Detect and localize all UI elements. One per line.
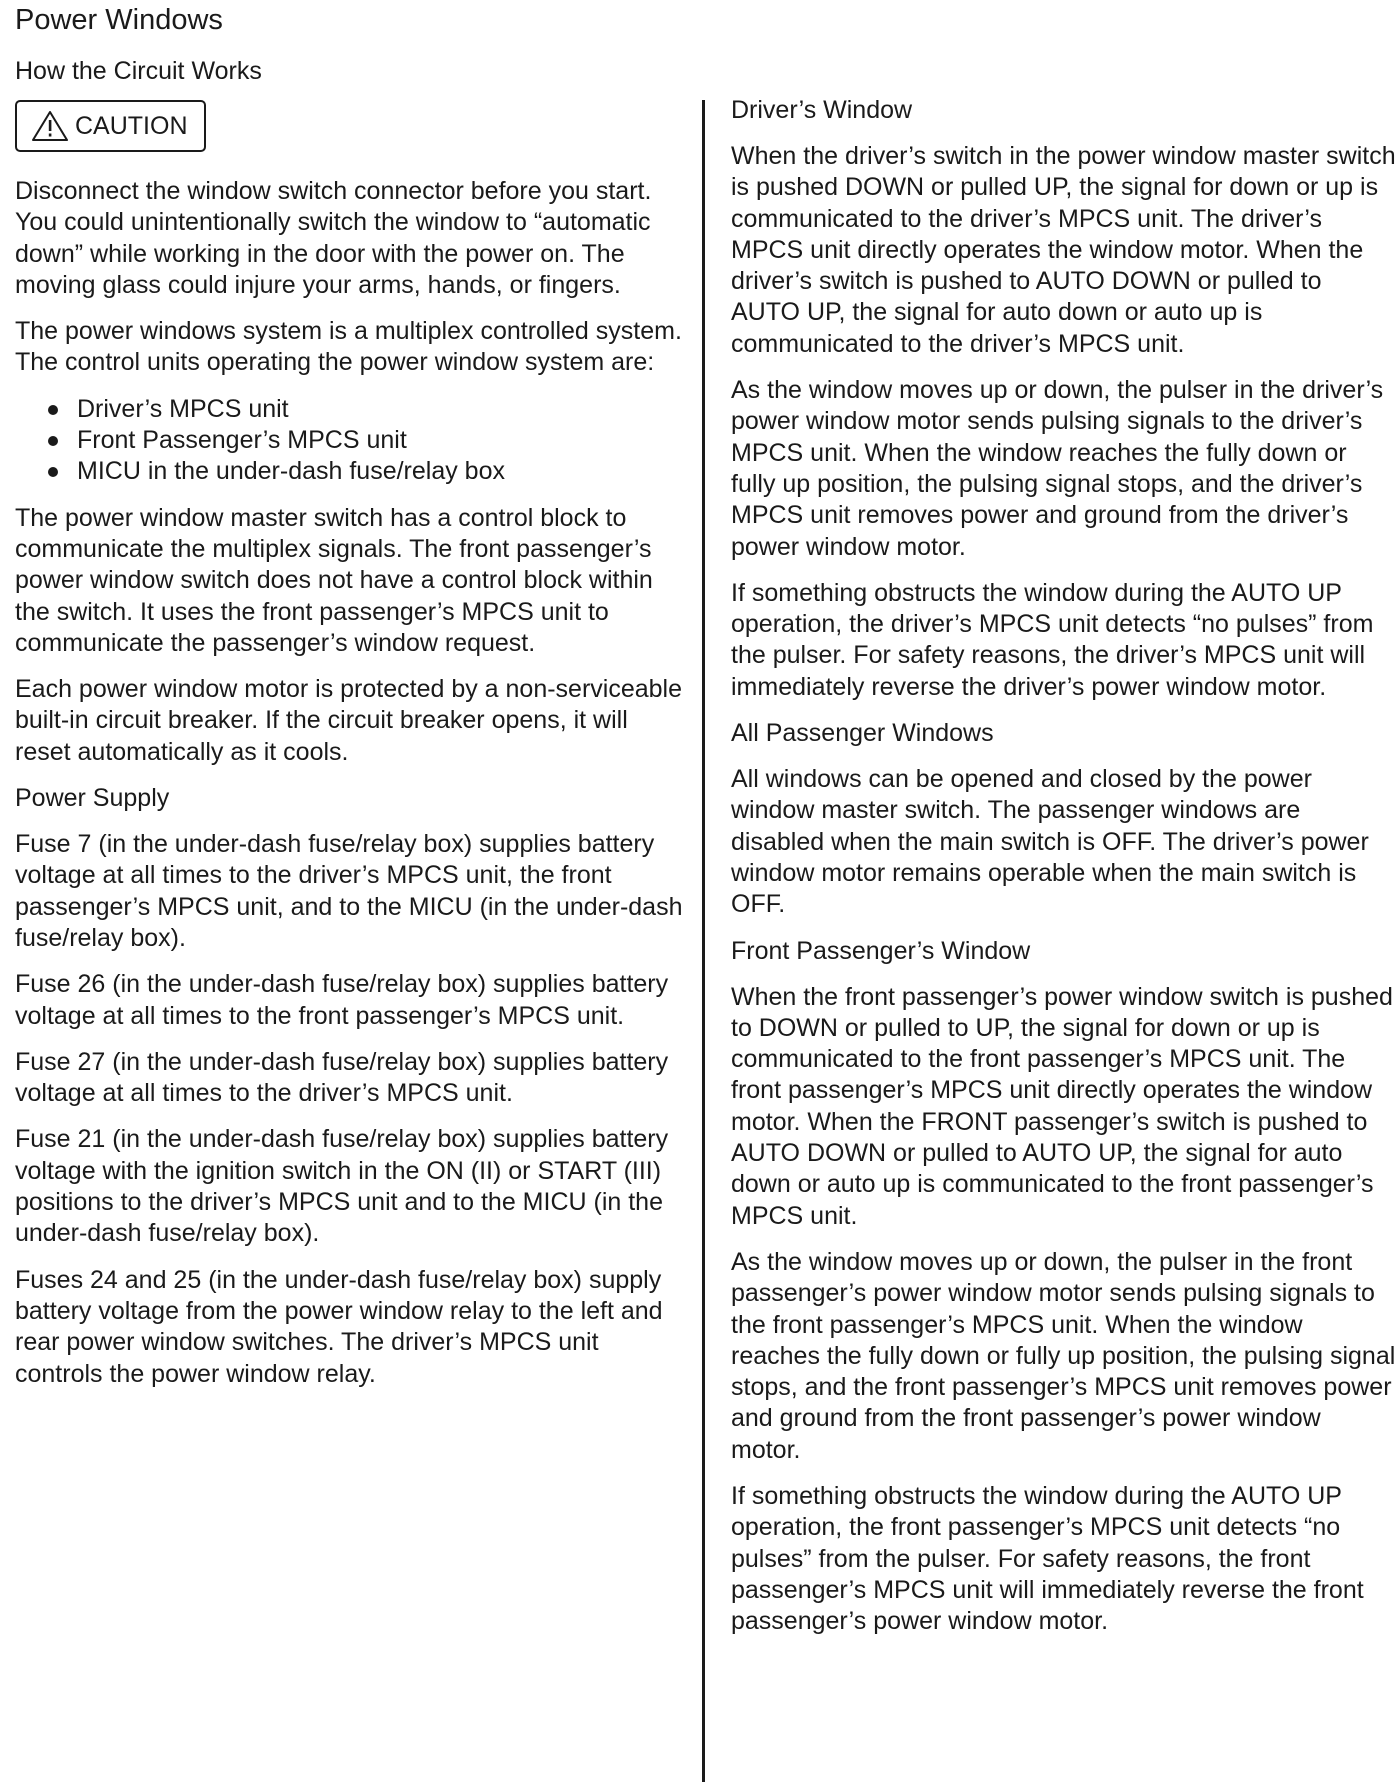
all-passenger-windows-heading: All Passenger Windows [731, 719, 994, 748]
drivers-window-paragraph: If something obstructs the window during the AUTO UP operation, the driver’s MPCS unit detects “no pulses” from the pulser. For safety reasons, the driver’s MPCS unit will immediately reverse the driver’s power window motor. [731, 578, 1374, 701]
front-passenger-window-paragraph: When the front passenger’s power window switch is pushed to DOWN or pulled to UP, the signal for down or up is communicated to the front passenger’s MPCS unit. The front passenger’s MPCS unit directly operates the window motor. When the FRONT passenger’s switch is pushed to AUTO DOWN or pulled to AUTO UP, the signal for auto down or auto up is communicated to the front passenger’s MPCS unit. [731, 982, 1393, 1230]
caution-text: Disconnect the window switch connector before you start. You could unintentionally switch the window to “automatic down” while working in the door with the power on. The moving glass could injure your arms, hands, or fingers. [15, 177, 652, 299]
drivers-window-paragraph: When the driver’s switch in the power window master switch is pushed DOWN or pulled UP, the signal for down or up is communicated to the driver’s MPCS unit. The driver’s MPCS unit directly operates the window motor. When the driver’s switch is pushed to AUTO DOWN or pulled to AUTO UP, the signal for auto down or auto up is communicated to the driver’s MPCS unit. [731, 142, 1396, 358]
power-supply-paragraph: Fuse 27 (in the under-dash fuse/relay box) supplies battery voltage at all times to the driver’s MPCS unit. [15, 1047, 669, 1108]
front-passenger-window-heading: Front Passenger’s Window [731, 936, 1031, 965]
drivers-window-heading: Driver’s Window [731, 96, 913, 124]
bullet-dot [48, 405, 58, 415]
power-supply-paragraph: Fuse 26 (in the under-dash fuse/relay box) supplies battery voltage at all times to the front passenger’s MPCS unit. [15, 970, 669, 1030]
list-item [48, 456, 685, 487]
intro-paragraph: The power windows system is a multiplex controlled system. The control units operating the power window system are: [15, 317, 682, 377]
page-title: Power Windows [15, 4, 223, 36]
caution-label: CAUTION [75, 112, 188, 140]
list-item [48, 425, 685, 456]
list-item [48, 394, 685, 425]
bullet-dot [48, 436, 58, 446]
all-passenger-windows-paragraph: All windows can be opened and closed by the power window master switch. The passenger windows are disabled when the main switch is OFF. The driver’s power window motor remains operable when the main switch is OFF. [731, 765, 1369, 919]
front-passenger-window-paragraph: As the window moves up or down, the pulser in the front passenger’s power window motor sends pulsing signals to the front passenger’s MPCS unit. When the window reaches the fully down or fully up position, the pulsing signal stops, and the front passenger’s MPCS unit removes power and ground from the front passenger’s power window motor. [731, 1247, 1396, 1464]
section-title: How the Circuit Works [15, 57, 262, 85]
power-supply-paragraph: Fuse 7 (in the under-dash fuse/relay box) supplies battery voltage at all times to the driver’s MPCS unit, the front passenger’s MPCS unit, and to the MICU (in the under-dash fuse/relay box). [15, 830, 683, 952]
list-item-text: MICU in the under-dash fuse/relay box [77, 457, 505, 486]
list-item-text: Front Passenger’s MPCS unit [77, 426, 407, 455]
control-units-list [15, 394, 685, 488]
power-supply-paragraph: Fuses 24 and 25 (in the under-dash fuse/relay box) supply battery voltage from the power window relay to the left and rear power window switches. The driver’s MPCS unit controls the power window relay. [15, 1265, 663, 1388]
right-column [731, 95, 1396, 1652]
circuit-breaker-paragraph: Each power window motor is protected by a non-serviceable built-in circuit breaker. If the circuit breaker opens, it will reset automatically as it cools. [15, 675, 683, 766]
caution-box [15, 100, 206, 152]
power-supply-paragraph: Fuse 21 (in the under-dash fuse/relay box) supplies battery voltage with the ignition switch in the ON (II) or START (III) positions to the driver’s MPCS unit and to the MICU (in the under-dash fuse/relay box). [15, 1125, 669, 1248]
bullet-dot [48, 467, 58, 477]
list-item-text: Driver’s MPCS unit [77, 394, 289, 423]
column-divider [702, 100, 705, 1782]
warning-triangle-icon [31, 110, 69, 142]
drivers-window-paragraph: As the window moves up or down, the pulser in the driver’s power window motor sends pulsing signals to the driver’s MPCS unit. When the window reaches the fully down or fully up position, the pulsing signal stops, and the driver’s MPCS unit removes power and ground from the driver’s power window motor. [731, 376, 1384, 561]
master-switch-paragraph: The power window master switch has a control block to communicate the multiplex signals. The front passenger’s power window switch does not have a control block within the switch. It uses the front passenger’s MPCS unit to communicate the passenger’s window request. [15, 503, 653, 657]
left-column [15, 100, 685, 1405]
power-supply-heading: Power Supply [15, 784, 170, 813]
front-passenger-window-paragraph: If something obstructs the window during the AUTO UP operation, the front passenger’s MPCS unit detects “no pulses” from the pulser. For safety reasons, the front passenger’s MPCS unit will immediately reverse the front passenger’s power window motor. [731, 1481, 1364, 1636]
